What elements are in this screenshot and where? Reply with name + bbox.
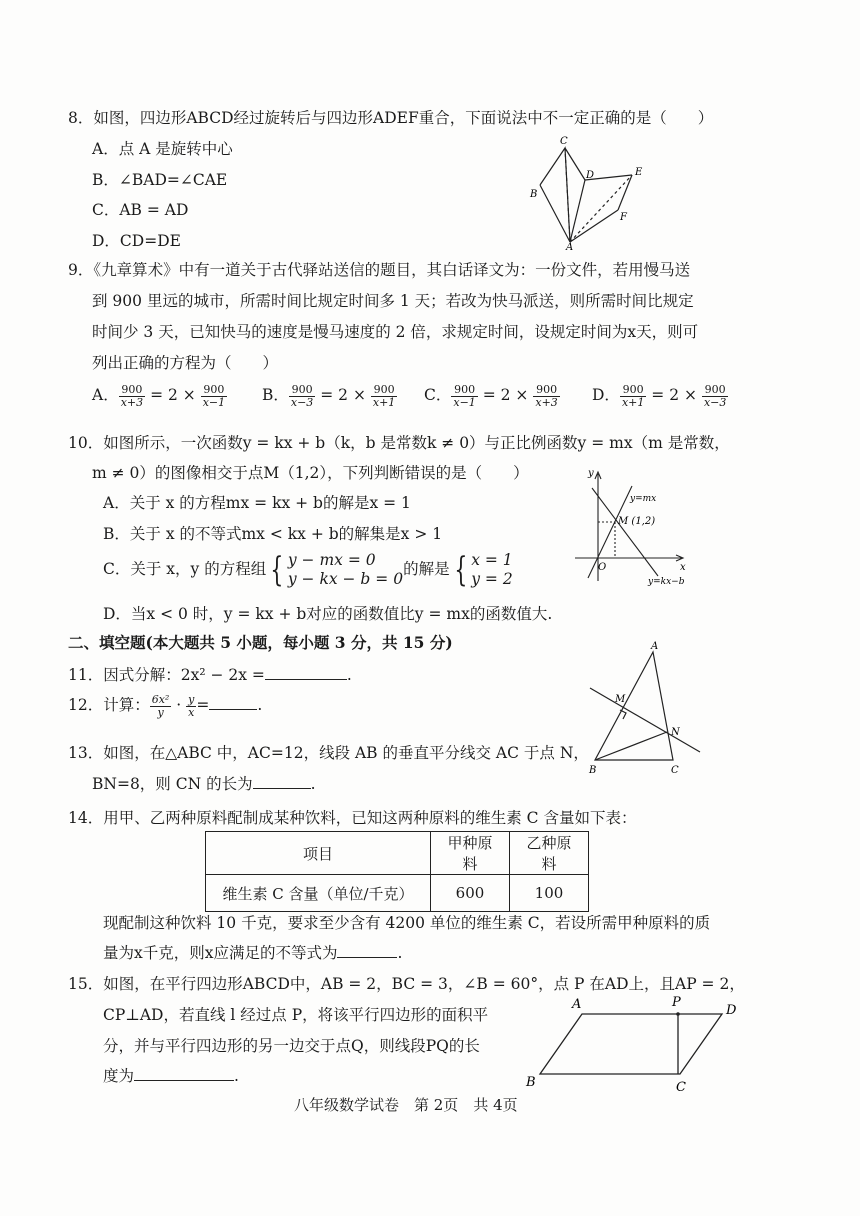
q9-option-a: A． $\frac{900}{x+3}$ = 2 × $\frac{900}{x-1}$: [92, 382, 226, 409]
vitamin-table: [205, 831, 589, 912]
q12: 12．计算： $\frac{\text{6x²}}{y}$ · $\frac{y}{x}$ = .: [68, 692, 263, 719]
q14-line3: 量为x千克，则x应满足的不等式为 .: [103, 944, 403, 962]
q9-line3: 时间少 3 天，已知快马的速度是慢马速度的 2 倍，求规定时间，设规定时间为x天，则可: [92, 323, 699, 341]
q15-figure: [520, 990, 750, 1100]
q10-option-c: C．关于 x，y 的方程组 { y − mx = 0 y − kx − b = 0 的解是 { x = 1 y = 2: [103, 550, 513, 590]
table-row: [206, 875, 589, 912]
q13-line2: BN=8，则 CN 的长为 .: [92, 775, 316, 793]
q11: 11．因式分解：2x² − 2x = .: [68, 666, 352, 684]
q10-option-a: A．关于 x 的方程mx = kx + b的解是x = 1: [103, 494, 411, 512]
q8-option-d: D．CD=DE: [92, 232, 181, 250]
q9-line1: 9．《九章算术》中有一道关于古代驿站送信的题目，其白话译文为：一份文件，若用慢马送: [68, 261, 691, 279]
section-2-heading: 二、填空题(本大题共 5 小题，每小题 3 分，共 15 分): [68, 633, 453, 652]
q8-option-b: B．∠BAD=∠CAE: [92, 171, 228, 189]
q14-line2: 现配制这种饮料 10 千克，要求至少含有 4200 单位的维生素 C，若设所需甲种原料的质: [103, 914, 711, 932]
q13-label-n: N: [671, 727, 680, 738]
q15-line4: 度为 .: [103, 1067, 239, 1085]
q8-label-a: A: [566, 242, 574, 250]
q10-axis-y: y: [588, 468, 594, 479]
q15-line2: CP⊥AD，若直线 l 经过点 P，将该平行四边形的面积平: [103, 1006, 489, 1024]
q9-option-c: C． $\frac{900}{x-1}$ = 2 × $\frac{900}{x+3}$: [424, 382, 558, 409]
q15-label-b: B: [526, 1075, 536, 1090]
table-cell-a: 600: [431, 875, 510, 912]
q10-point-m: M (1,2): [618, 516, 656, 527]
q15-line3: 分，并与平行四边形的另一边交于点Q，则线段PQ的长: [103, 1037, 480, 1055]
q13-line1: 13．如图，在△ABC 中，AC=12，线段 AB 的垂直平分线交 AC 于点 N，: [68, 744, 589, 762]
q10-line-kx: y=kx−b: [648, 577, 685, 586]
q10-option-d: D．当x < 0 时，y = kx + b对应的函数值比y = mx的函数值大.: [103, 605, 553, 623]
q8-label-b: B: [530, 189, 538, 200]
q8-label-e: E: [635, 167, 643, 178]
table-cell-b: 100: [510, 875, 589, 912]
q9-option-b: B． $\frac{900}{x-3}$ = 2 × $\frac{900}{x+1}$: [262, 382, 396, 409]
page-footer: 八年级数学试卷 第 2页 共 4页: [294, 1096, 518, 1114]
q8-option-c: C．AB = AD: [92, 201, 189, 219]
q13-label-m: M: [615, 694, 626, 705]
q10-line2: m ≠ 0）的图像相交于点M（1,2），下列判断错误的是（ ）: [92, 464, 529, 482]
q15-label-c: C: [676, 1080, 686, 1095]
q15-label-a: A: [572, 997, 582, 1012]
table-cell-label: 维生素 C 含量（单位/千克）: [206, 875, 431, 912]
q8-stem: 8．如图，四边形ABCD经过旋转后与四边形ADEF重合，下面说法中不一定正确的是（ ）: [68, 109, 714, 127]
q13-figure: [585, 640, 705, 780]
q9-line2: 到 900 里远的城市，所需时间比规定时间多 1 天；若改为快马派送，则所需时间比规定: [92, 292, 694, 310]
q8-figure: [520, 130, 660, 250]
q10-line1: 10．如图所示，一次函数y = kx + b（k，b 是常数k ≠ 0）与正比例函数y = mx（m 是常数，: [68, 434, 730, 452]
q8-label-c: C: [560, 136, 568, 147]
q8-label-d: D: [586, 170, 595, 181]
table-header-row: [206, 832, 589, 875]
q10-graph: [570, 466, 690, 586]
q10-axis-x: x: [680, 562, 686, 573]
q10-line-mx: y=mx: [630, 494, 657, 504]
q9-line4: 列出正确的方程为（ ）: [92, 354, 279, 372]
q10-origin: O: [598, 562, 607, 573]
q13-label-c: C: [671, 765, 679, 776]
q8-label-f: F: [620, 212, 627, 223]
table-header-a: 甲种原料: [431, 832, 510, 875]
table-header-b: 乙种原料: [510, 832, 589, 875]
q15-label-p: P: [672, 995, 681, 1010]
q14-line1: 14．用甲、乙两种原料配制成某种饮料，已知这两种原料的维生素 C 含量如下表：: [68, 809, 637, 827]
q15-line1: 15．如图，在平行四边形ABCD中，AB = 2，BC = 3，∠B = 60°，点 P 在AD上，且AP = 2，: [68, 975, 745, 993]
table-header-item: 项目: [206, 832, 431, 875]
q15-label-d: D: [726, 1003, 737, 1018]
q9-option-d: D． $\frac{900}{x+1}$ = 2 × $\frac{900}{x-3}$: [592, 382, 727, 409]
q13-label-a: A: [651, 641, 659, 652]
q13-label-b: B: [589, 765, 597, 776]
q8-option-a: A．点 A 是旋转中心: [92, 140, 233, 158]
q10-option-b: B．关于 x 的不等式mx < kx + b的解集是x > 1: [103, 525, 443, 543]
